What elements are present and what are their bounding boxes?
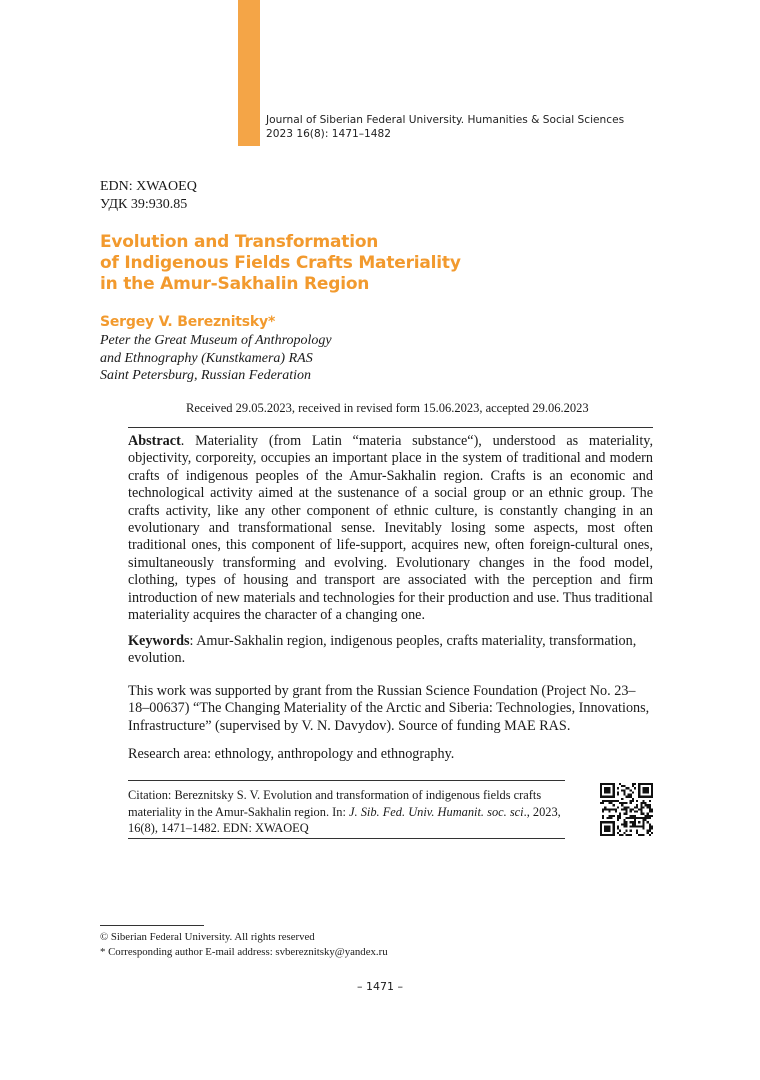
article-identifiers <box>100 178 197 214</box>
abstract <box>128 433 653 624</box>
received-dates: Received 29.05.2023, received in revised form 15.06.2023, accepted 29.06.2023 <box>186 401 589 415</box>
citation-divider-bottom <box>128 838 565 839</box>
keywords-label: Keywords <box>128 633 190 649</box>
qr-code-icon <box>600 783 653 836</box>
funding-note: This work was supported by grant from the Russian Science Foundation (Project No. 23–18–00637) “The Changing Materiality of the Arctic and Siberia: Technologies, Innovations, Infrastructure” (supervised by V. N. Davydov). Source of funding MAE RAS. <box>128 683 650 734</box>
citation <box>128 787 565 837</box>
citation-journal: J. Sib. Fed. Univ. Humanit. soc. sci <box>349 804 524 819</box>
copyright-note: © Siberian Federal University. All rights reserved <box>100 931 315 943</box>
citation-divider-top <box>128 780 565 781</box>
title-line-3: in the Amur-Sakhalin Region <box>100 274 370 294</box>
citation-text-end: ., 2023, 16(8), 1471–1482. EDN: XWAOEQ <box>128 804 561 835</box>
title-line-2: of Indigenous Fields Crafts Materiality <box>100 253 461 273</box>
page-number: – 1471 – <box>357 980 403 993</box>
udk-id: УДК 39:930.85 <box>100 197 188 212</box>
affiliation-line-1: Peter the Great Museum of Anthropology <box>100 333 332 348</box>
research-area: Research area: ethnology, anthropology and ethnography. <box>128 746 455 762</box>
corresponding-author-note: * Corresponding author E-mail address: svbereznitsky@yandex.ru <box>100 946 388 958</box>
abstract-divider <box>128 427 653 428</box>
keywords <box>128 633 653 668</box>
title-line-1: Evolution and Transformation <box>100 232 379 252</box>
abstract-text: . Materiality (from Latin “materia substance“), understood as materiality, objectivity, corporeity, occupies an important place in the system of traditional and modern crafts of indigenous peoples of the Amur-Sakhalin region. Crafts is an economic and technological activity aimed at the sustenance of a social group or an ethnic group. The crafts activity, like any other component of ethnic culture, is constantly changing in an evolutionary and transformational sense. Inevitably losing some aspects, most often traditional ones, this component of life-support, acquires new, often foreign-cultural ones, simultaneously transforming and evolving. Evolutionary changes in the food model, clothing, types of housing and transport are associated with the perception and firm introduction of new materials and technologies for their production and use. Thus traditional materiality acquires the character of a changing one. <box>128 433 653 624</box>
author-name: Sergey V. Bereznitsky* <box>100 314 276 330</box>
journal-name: Journal of Siberian Federal University. Humanities & Social Sciences <box>266 114 625 126</box>
footnotes <box>100 930 388 960</box>
footnote-divider <box>100 925 204 926</box>
edn-id: EDN: XWAOEQ <box>100 179 197 194</box>
journal-volume: 2023 16(8): 1471–1482 <box>266 128 391 140</box>
article-title <box>100 232 600 295</box>
citation-text: Citation: Bereznitsky S. V. Evolution and transformation of indigenous fields crafts materiality in the Amur-Sakhalin region. In: <box>128 788 542 819</box>
author-affiliation <box>100 332 332 385</box>
keywords-text: : Amur-Sakhalin region, indigenous peoples, crafts materiality, transformation, evolution. <box>128 633 637 667</box>
abstract-label: Abstract <box>128 433 181 449</box>
journal-header <box>266 113 624 141</box>
affiliation-line-2: and Ethnography (Kunstkamera) RAS <box>100 350 313 366</box>
affiliation-line-3: Saint Petersburg, Russian Federation <box>100 368 312 383</box>
header-accent-bar <box>238 0 260 146</box>
